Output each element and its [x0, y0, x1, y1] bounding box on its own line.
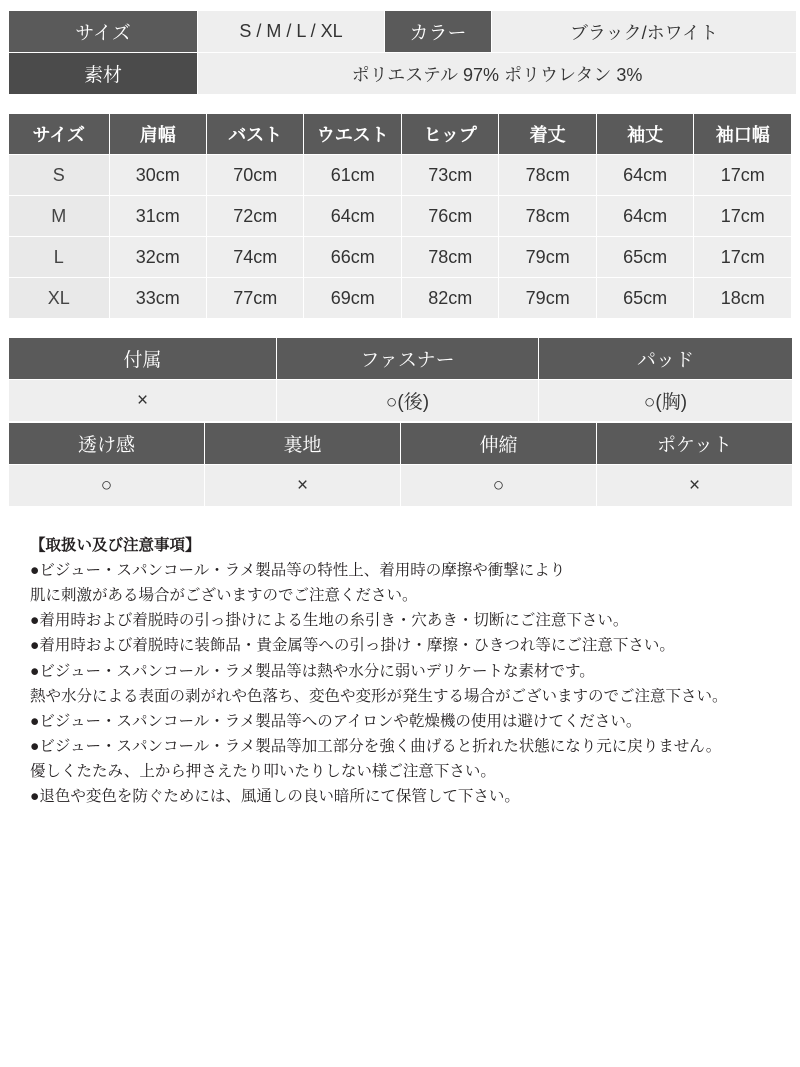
- care-notes: [30, 533, 792, 809]
- table-row: [9, 196, 792, 237]
- measure-row-label: L: [9, 237, 110, 278]
- measure-header-cell: バスト: [206, 114, 303, 155]
- measure-cell: 30cm: [109, 155, 206, 196]
- care-notes-line: ●退色や変色を防ぐためには、風通しの良い暗所にて保管して下さい。: [30, 788, 520, 806]
- attr-a-value-cell: ×: [9, 380, 277, 422]
- table-row: [9, 465, 793, 507]
- spec-color-value: ブラック/ホワイト: [492, 11, 797, 53]
- measure-cell: 61cm: [304, 155, 401, 196]
- attr-b-value-cell: ×: [597, 465, 793, 507]
- care-notes-line: ●着用時および着脱時の引っ掛けによる生地の糸引き・穴あき・切断にご注意下さい。: [30, 612, 629, 630]
- care-notes-line: ●着用時および着脱時に装飾品・貴金属等への引っ掛け・摩擦・ひきつれ等にご注意下さい。: [30, 637, 675, 655]
- table-row: [9, 278, 792, 319]
- measure-cell: 78cm: [401, 237, 498, 278]
- measure-cell: 17cm: [694, 237, 792, 278]
- attr-b-header-cell: 伸縮: [401, 423, 597, 465]
- care-notes-line: ●ビジュー・スパンコール・ラメ製品等へのアイロンや乾燥機の使用は避けてください。: [30, 712, 642, 730]
- attr-a-value-cell: ○(後): [277, 380, 539, 422]
- measure-cell: 18cm: [694, 278, 792, 319]
- table-row: [9, 53, 797, 95]
- measure-header-cell: ウエスト: [304, 114, 401, 155]
- measure-header-cell: 袖口幅: [694, 114, 792, 155]
- spec-size-value: S / M / L / XL: [198, 11, 385, 53]
- care-notes-line: ●ビジュー・スパンコール・ラメ製品等の特性上、着用時の摩擦や衝撃により: [30, 562, 566, 580]
- attr-b-header-cell: 裏地: [205, 423, 401, 465]
- table-row: [9, 11, 797, 53]
- attr-b-value-cell: ○: [401, 465, 597, 507]
- attributes-table-b: [8, 422, 793, 507]
- measure-cell: 32cm: [109, 237, 206, 278]
- spacer: [8, 319, 792, 337]
- measure-cell: 73cm: [401, 155, 498, 196]
- measure-cell: 33cm: [109, 278, 206, 319]
- measure-header-cell: 着丈: [499, 114, 596, 155]
- measure-cell: 64cm: [596, 155, 693, 196]
- measure-row-label: S: [9, 155, 110, 196]
- measure-cell: 64cm: [596, 196, 693, 237]
- measure-cell: 31cm: [109, 196, 206, 237]
- table-row: [9, 237, 792, 278]
- measure-cell: 17cm: [694, 196, 792, 237]
- measure-header-cell: 肩幅: [109, 114, 206, 155]
- measure-cell: 17cm: [694, 155, 792, 196]
- attr-a-header-cell: ファスナー: [277, 338, 539, 380]
- measure-row-label: M: [9, 196, 110, 237]
- measure-cell: 69cm: [304, 278, 401, 319]
- measure-cell: 82cm: [401, 278, 498, 319]
- spec-material-label: 素材: [9, 53, 198, 95]
- care-notes-line: ●ビジュー・スパンコール・ラメ製品等加工部分を強く曲げると折れた状態になり元に戻りません。: [30, 737, 722, 755]
- table-header-row: [9, 338, 793, 380]
- care-notes-line: 熱や水分による表面の剥がれや色落ち、変色や変形が発生する場合がございますのでご注意下さい。: [30, 687, 728, 705]
- table-header-row: [9, 114, 792, 155]
- spec-material-value: ポリエステル 97% ポリウレタン 3%: [198, 53, 797, 95]
- measure-cell: 65cm: [596, 237, 693, 278]
- measure-cell: 66cm: [304, 237, 401, 278]
- attr-b-value-cell: ○: [9, 465, 205, 507]
- measure-row-label: XL: [9, 278, 110, 319]
- measure-cell: 78cm: [499, 155, 596, 196]
- measure-cell: 65cm: [596, 278, 693, 319]
- measure-header-cell: 袖丈: [596, 114, 693, 155]
- measure-cell: 79cm: [499, 278, 596, 319]
- care-notes-title: 【取扱い及び注意事項】: [30, 537, 201, 554]
- measurement-table: [8, 113, 792, 319]
- measure-cell: 78cm: [499, 196, 596, 237]
- table-header-row: [9, 423, 793, 465]
- measure-cell: 76cm: [401, 196, 498, 237]
- attr-a-header-cell: パッド: [539, 338, 793, 380]
- spec-size-label: サイズ: [9, 11, 198, 53]
- attr-b-value-cell: ×: [205, 465, 401, 507]
- care-notes-line: 肌に刺激がある場合がございますのでご注意ください。: [30, 587, 418, 605]
- measure-cell: 70cm: [206, 155, 303, 196]
- table-row: [9, 155, 792, 196]
- spec-color-label: カラー: [385, 11, 492, 53]
- care-notes-line: 優しくたたみ、上から押さえたり叩いたりしない様ご注意下さい。: [30, 762, 496, 780]
- measure-cell: 77cm: [206, 278, 303, 319]
- measure-cell: 64cm: [304, 196, 401, 237]
- attr-b-header-cell: ポケット: [597, 423, 793, 465]
- attr-a-header-cell: 付属: [9, 338, 277, 380]
- table-row: [9, 380, 793, 422]
- attr-a-value-cell: ○(胸): [539, 380, 793, 422]
- measure-header-cell: ヒップ: [401, 114, 498, 155]
- care-notes-line: ●ビジュー・スパンコール・ラメ製品等は熱や水分に弱いデリケートな素材です。: [30, 662, 595, 680]
- attr-b-header-cell: 透け感: [9, 423, 205, 465]
- measure-cell: 79cm: [499, 237, 596, 278]
- attributes-table-a: [8, 337, 793, 422]
- measure-cell: 72cm: [206, 196, 303, 237]
- measure-cell: 74cm: [206, 237, 303, 278]
- measure-header-cell: サイズ: [9, 114, 110, 155]
- spacer: [8, 95, 792, 113]
- spec-table: [8, 10, 797, 95]
